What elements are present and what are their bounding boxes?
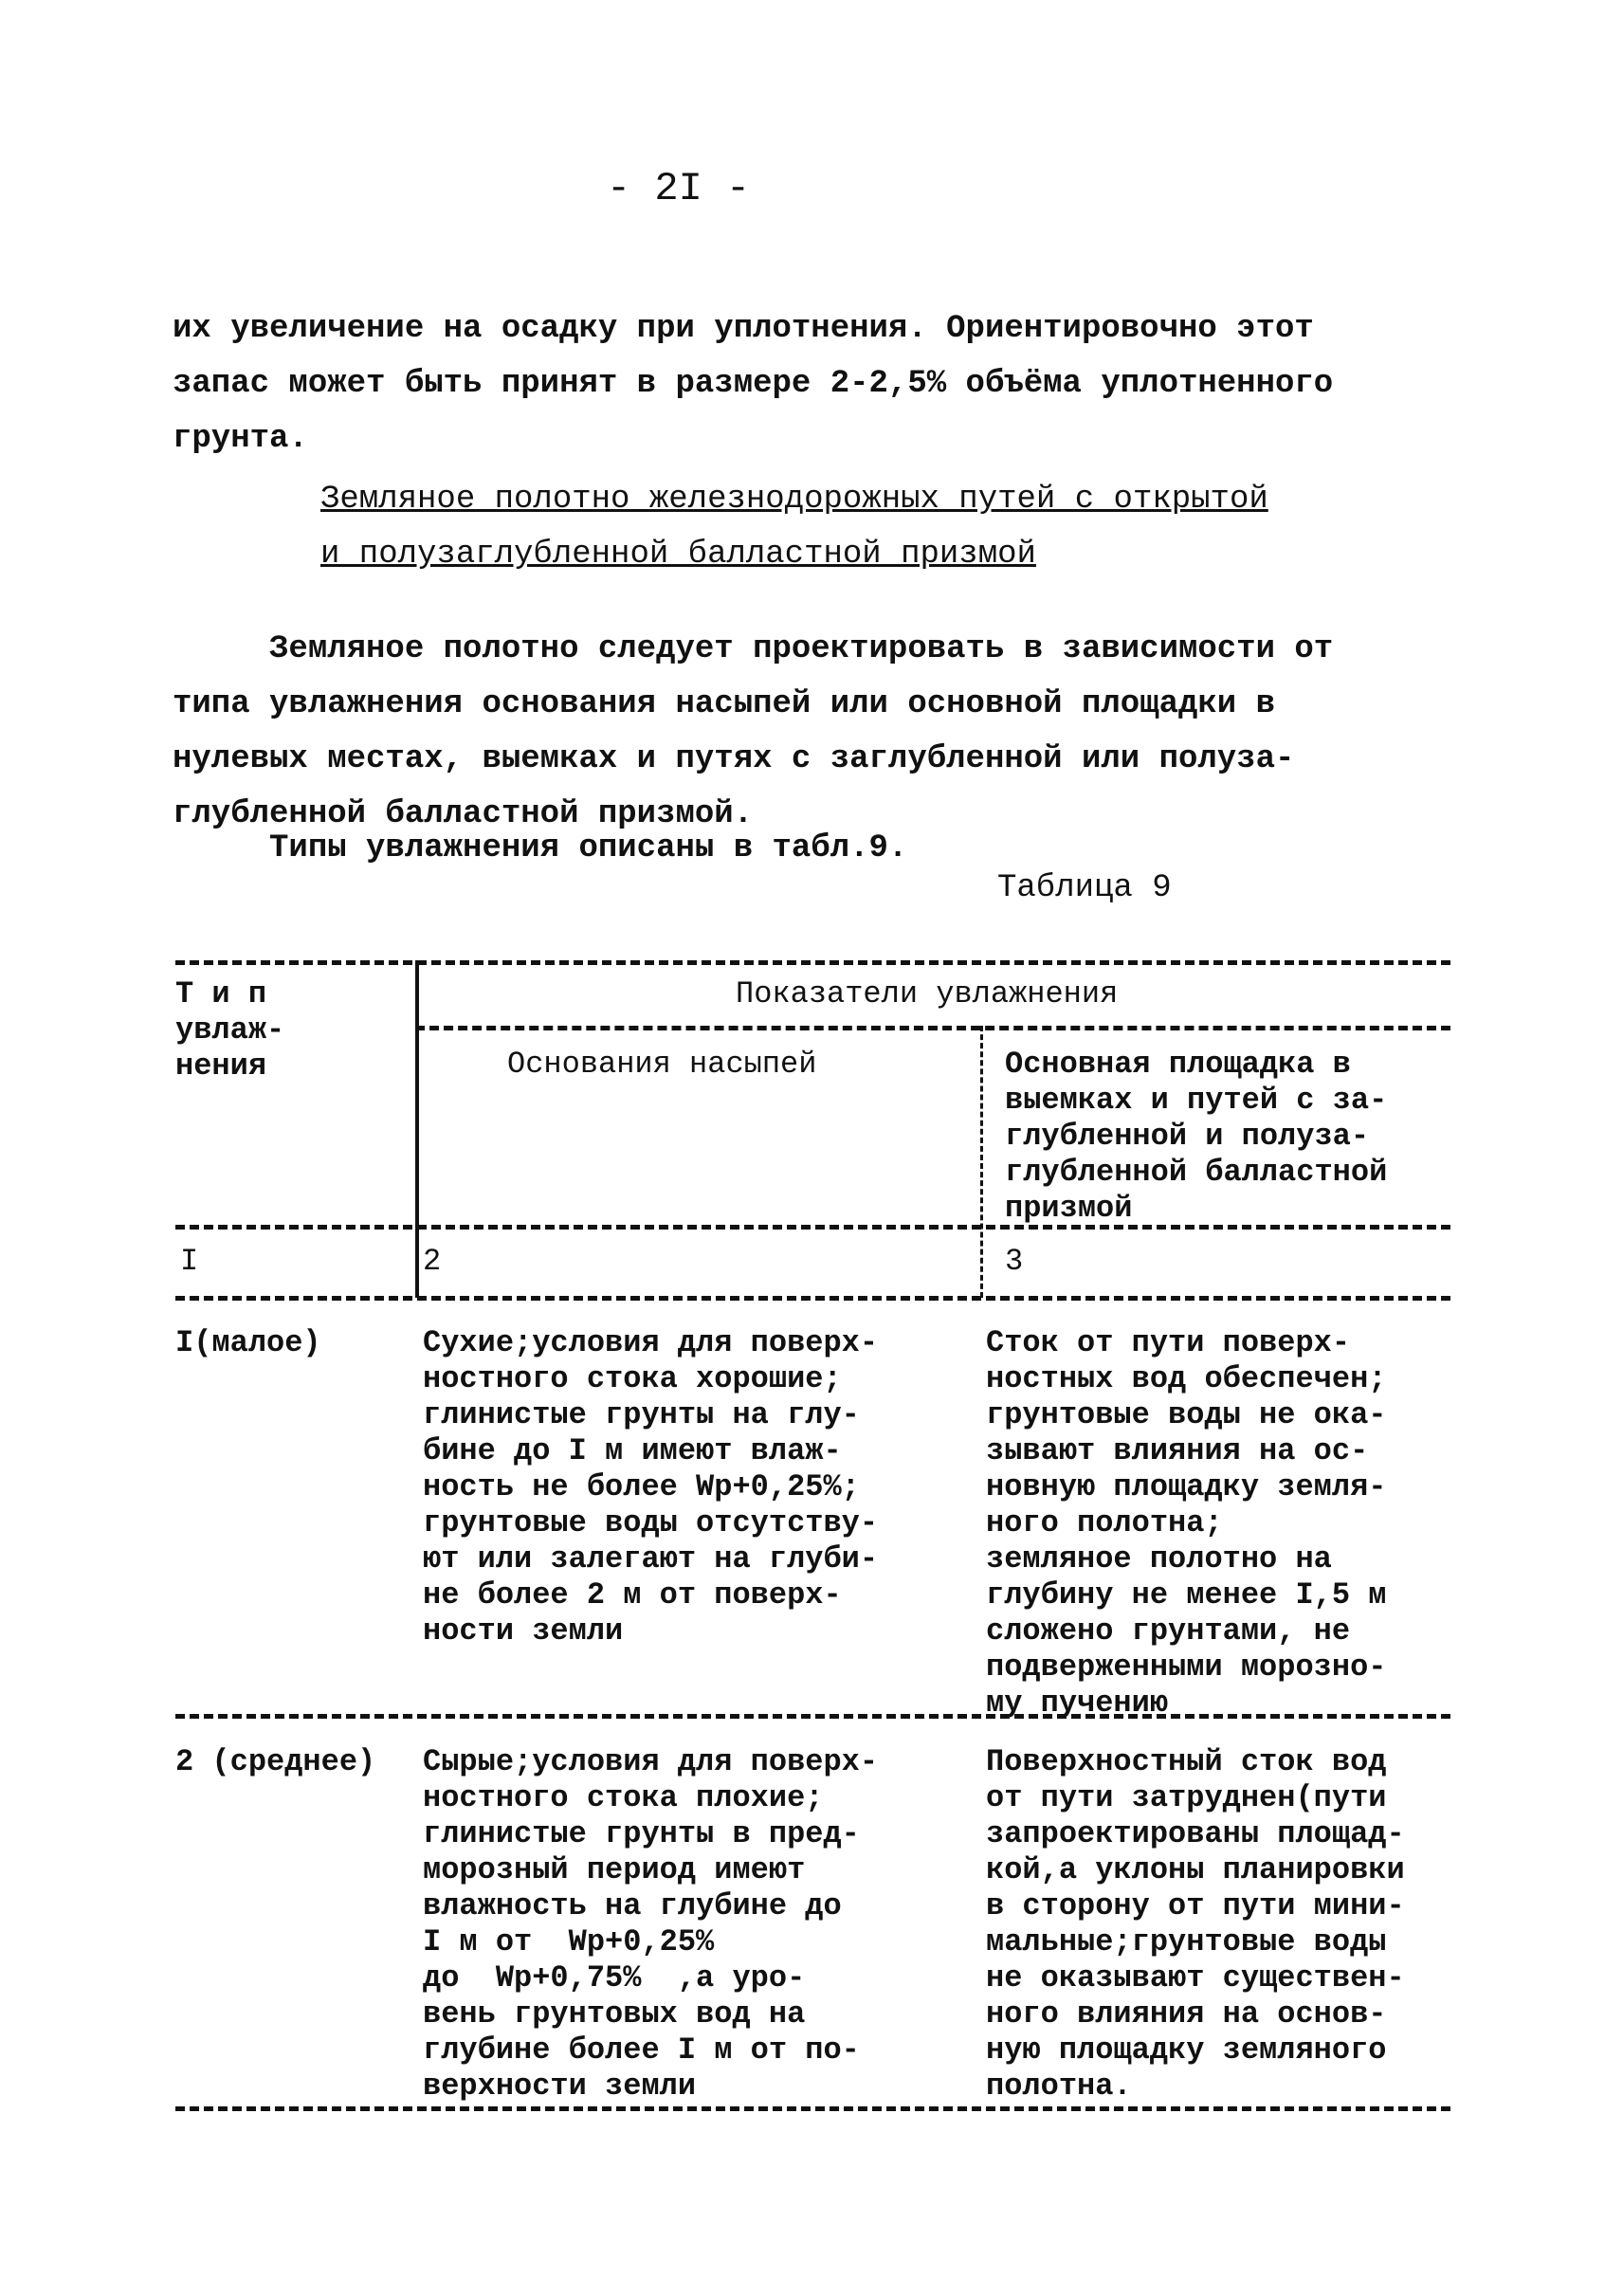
page-number: - 2I - <box>607 166 751 211</box>
row2-type: 2 (среднее) <box>175 1744 376 1779</box>
table-top-rule <box>175 960 1450 965</box>
table-title: Таблица 9 <box>997 870 1172 906</box>
col-embankment-header: Основания насыпей <box>507 1047 817 1082</box>
table-bottom-rule <box>175 2106 1450 2111</box>
col1-divider <box>415 960 419 1298</box>
col-type-header: Т и п увлаж- нения <box>175 976 285 1084</box>
row1-type: I(малое) <box>175 1325 321 1360</box>
intro-paragraph: их увеличение на осадку при уплотнения. Ориентировочно этот запас может быть принят в размере 2-2,5% объёма уплотненного грунта. <box>173 311 1334 457</box>
row1-platform: Сток от пути поверх- ностных вод обеспечен; грунтовые воды не ока- зывают влияния на ос- новную площадку земля- ного полотна; земляное полотно на глубину не менее I,5 м сложено грунтами, не подверженными морозно- му пучению <box>986 1325 1387 1721</box>
col2-divider <box>980 1026 983 1298</box>
row2-platform: Поверхностный сток вод от пути затруднен(пути запроектированы площад- кой,а уклоны планировки в сторону от пути мини- мальные;грунтовые воды не оказывают существен- ного влияния на основ- ную площадку земляного полотна. <box>986 1744 1405 2104</box>
row2-embankment: Сырые;условия для поверх- ностного стока плохие; глинистые грунты в пред- морозный период имеют влажность на глубине до I м от Wp+0,25% до Wp+0,75% ,а уро- вень грунтовых вод на глубине более I м от по- верхности земли <box>423 1744 879 2104</box>
types-sentence: Типы увлажнения описаны в табл.9. <box>173 830 908 866</box>
group-header-rule <box>415 1026 1450 1030</box>
row1-embankment: Сухие;условия для поверх- ностного стока хорошие; глинистые грунты на глу- бине до I м имеют влаж- ность не более Wp+0,25%; грунтовые воды отсутству- ют или залегают на глуби- не более 2 м от поверх- ности земли <box>423 1325 879 1649</box>
numbers-bottom-rule <box>175 1296 1450 1301</box>
col-number-1: I <box>180 1244 199 1279</box>
col-number-3: 3 <box>1005 1244 1024 1279</box>
body-paragraph: Земляное полотно следует проектировать в зависимоcти от типа увлажнения основания насыпей или основной площадки в нулевых местах, выемках и путях с заглубленной или полуза- глубленной балластной призмой. <box>173 631 1334 832</box>
col-number-2: 2 <box>423 1244 442 1279</box>
col-platform-header: Основная площадка в выемках и путей с за- глубленной и полуза- глубленной балластной призмой <box>1005 1047 1388 1226</box>
section-heading: Земляное полотно железнодорожных путей с открытой и полузаглубленной балластной призмой <box>320 482 1268 573</box>
group-header: Показатели увлажнения <box>736 976 1119 1011</box>
